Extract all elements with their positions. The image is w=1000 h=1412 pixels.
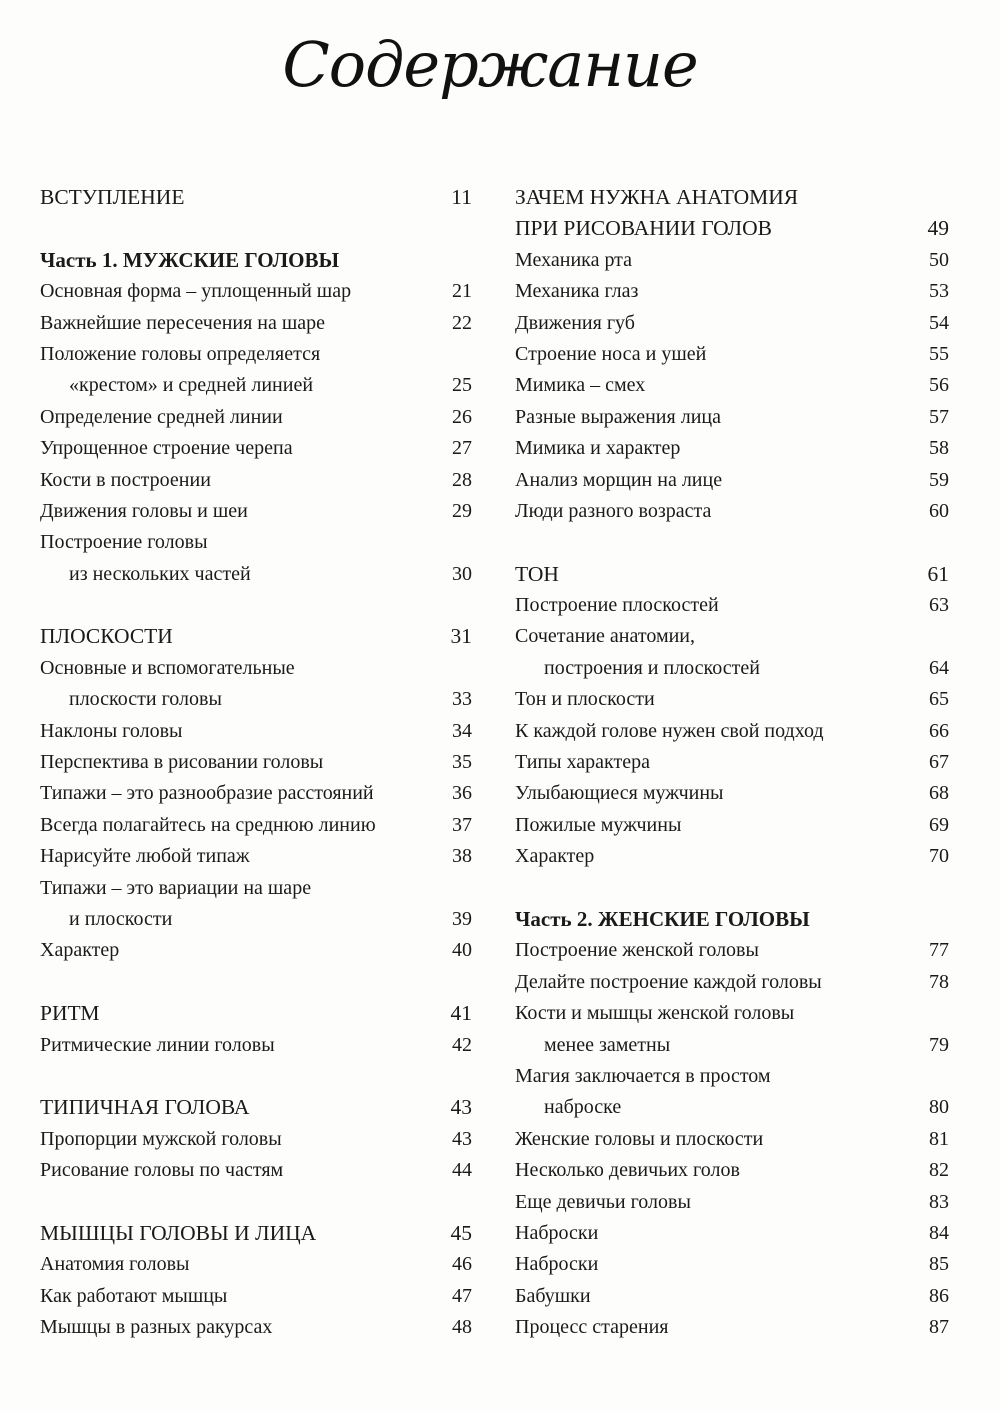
toc-section-heading	[40, 1218, 472, 1249]
toc-section-heading	[40, 621, 472, 652]
toc-spacer	[40, 967, 472, 998]
toc-entry	[515, 1155, 949, 1186]
toc-entry-page-number: 41	[450, 1001, 472, 1026]
toc-entry	[515, 339, 949, 370]
toc-entry-title: Типажи – это вариации на шаре	[40, 876, 312, 899]
toc-entry-page-number: 77	[929, 939, 949, 962]
toc-entry	[515, 778, 949, 809]
toc-entry	[40, 904, 472, 935]
toc-entry-title: Делайте построение каждой головы	[515, 970, 822, 993]
toc-entry-page-number: 35	[452, 751, 472, 774]
toc-entry-page-number: 38	[452, 845, 472, 868]
toc-entry-title: Бабушки	[515, 1284, 591, 1307]
toc-entry-page-number: 54	[929, 311, 949, 334]
toc-entry-title: Как работают мышцы	[40, 1284, 228, 1307]
toc-entry-title: Построение головы	[40, 531, 208, 554]
toc-entry-page-number: 79	[929, 1033, 949, 1056]
toc-entry-page-number: 57	[929, 405, 949, 428]
toc-entry-title: Построение женской головы	[515, 939, 759, 962]
toc-entry-title: Пропорции мужской головы	[40, 1127, 282, 1150]
toc-section-heading	[515, 213, 949, 244]
toc-entry-page-number: 36	[452, 782, 472, 805]
toc-entry-page-number: 39	[452, 907, 472, 930]
toc-entry	[515, 496, 949, 527]
toc-entry-title: Характер	[40, 939, 120, 962]
toc-entry-page-number: 46	[452, 1253, 472, 1276]
toc-entry-title: Процесс старения	[515, 1316, 669, 1339]
toc-entry-page-number: 43	[450, 1095, 472, 1120]
toc-entry-page-number: 49	[927, 216, 949, 241]
toc-entry-title: Наброски	[515, 1221, 599, 1244]
toc-entry-title: МЫШЦЫ ГОЛОВЫ И ЛИЦА	[40, 1220, 317, 1245]
toc-entry-page-number: 31	[450, 624, 472, 649]
toc-entry-page-number: 48	[452, 1316, 472, 1339]
toc-entry	[40, 1124, 472, 1155]
toc-entry	[515, 433, 949, 464]
toc-entry-title: ПРИ РИСОВАНИИ ГОЛОВ	[515, 216, 773, 241]
toc-entry-title: Сочетание анатомии,	[515, 625, 695, 648]
toc-entry-page-number: 67	[929, 751, 949, 774]
toc-spacer	[40, 213, 472, 244]
toc-entry-page-number: 58	[929, 437, 949, 460]
toc-entry	[515, 465, 949, 496]
toc-entry-title: Рисование головы по частям	[40, 1159, 284, 1182]
toc-section-heading	[40, 182, 472, 213]
toc-entry-title: Наклоны головы	[40, 719, 183, 742]
toc-entry-title: Ритмические линии головы	[40, 1033, 275, 1056]
toc-entry	[40, 1030, 472, 1061]
toc-entry	[40, 276, 472, 307]
toc-entry-title: Основная форма – уплощенный шар	[40, 280, 352, 303]
toc-entry-title: Важнейшие пересечения на шаре	[40, 311, 326, 334]
toc-entry-title: Основные и вспомогательные	[40, 656, 295, 679]
toc-entry	[40, 684, 472, 715]
toc-spacer	[515, 873, 949, 904]
toc-entry	[40, 496, 472, 527]
toc-spacer	[40, 590, 472, 621]
toc-entry	[40, 716, 472, 747]
toc-entry-title: «крестом» и средней линией	[69, 374, 314, 397]
toc-entry-title: и плоскости	[69, 907, 173, 930]
toc-entry	[515, 1281, 949, 1312]
toc-entry-title: Нарисуйте любой типаж	[40, 845, 250, 868]
toc-entry	[40, 935, 472, 966]
toc-entry-page-number: 55	[929, 342, 949, 365]
toc-entry-page-number: 43	[452, 1127, 472, 1150]
toc-entry-page-number: 21	[452, 280, 472, 303]
toc-section-heading	[40, 998, 472, 1029]
toc-entry-title: Еще девичьи головы	[515, 1190, 691, 1213]
toc-entry	[515, 684, 949, 715]
toc-entry-page-number: 22	[452, 311, 472, 334]
toc-entry-title: Анатомия головы	[40, 1253, 190, 1276]
toc-entry-title: Характер	[515, 845, 595, 868]
toc-entry-page-number: 25	[452, 374, 472, 397]
toc-entry-page-number: 45	[450, 1220, 472, 1245]
toc-entry-page-number: 65	[929, 688, 949, 711]
toc-entry	[515, 810, 949, 841]
toc-entry	[40, 1312, 472, 1343]
toc-entry	[515, 998, 949, 1029]
toc-entry-title: Улыбающиеся мужчины	[515, 782, 724, 805]
toc-entry-title: Часть 1. МУЖСКИЕ ГОЛОВЫ	[40, 247, 340, 272]
toc-entry-page-number: 69	[929, 813, 949, 836]
toc-entry-page-number: 11	[451, 185, 472, 209]
toc-entry	[40, 1155, 472, 1186]
toc-entry	[40, 1281, 472, 1312]
toc-spacer	[40, 1061, 472, 1092]
toc-entry	[515, 621, 949, 652]
toc-entry-page-number: 60	[929, 499, 949, 522]
toc-entry-title: Наброски	[515, 1253, 599, 1276]
toc-entry	[40, 559, 472, 590]
toc-entry	[40, 653, 472, 684]
toc-entry	[515, 1092, 949, 1123]
toc-entry-page-number: 56	[929, 374, 949, 397]
toc-entry-page-number: 30	[452, 562, 472, 585]
toc-entry	[515, 1124, 949, 1155]
toc-entry-page-number: 37	[452, 813, 472, 836]
toc-entry-title: Положение головы определяется	[40, 342, 321, 365]
toc-entry	[515, 1061, 949, 1092]
toc-section-heading	[515, 559, 949, 590]
toc-entry-page-number: 27	[452, 437, 472, 460]
toc-entry-page-number: 85	[929, 1253, 949, 1276]
toc-entry	[515, 1187, 949, 1218]
toc-entry-title: Анализ морщин на лице	[515, 468, 723, 491]
toc-entry-page-number: 86	[929, 1284, 949, 1307]
toc-entry	[515, 1249, 949, 1280]
toc-entry-title: Люди разного возраста	[515, 499, 712, 522]
toc-column-left	[40, 182, 472, 1343]
page-title: Содержание	[282, 28, 698, 101]
toc-entry-title: построения и плоскостей	[544, 656, 760, 679]
toc-entry-page-number: 66	[929, 719, 949, 742]
toc-entry-title: Определение средней линии	[40, 405, 283, 428]
toc-entry-title: РИТМ	[40, 1001, 100, 1026]
toc-entry-page-number: 29	[452, 499, 472, 522]
toc-entry-title: Упрощенное строение черепа	[40, 437, 293, 460]
toc-entry-title: ПЛОСКОСТИ	[40, 624, 173, 649]
toc-entry-title: Магия заключается в простом	[515, 1064, 771, 1087]
toc-entry-title: Кости и мышцы женской головы	[515, 1002, 795, 1025]
toc-entry	[515, 402, 949, 433]
toc-entry-title: Движения головы и шеи	[40, 499, 248, 522]
toc-entry-title: Построение плоскостей	[515, 594, 719, 617]
toc-entry-page-number: 83	[929, 1190, 949, 1213]
toc-column-right	[515, 182, 949, 1343]
toc-entry-page-number: 40	[452, 939, 472, 962]
toc-entry-title: Часть 2. ЖЕНСКИЕ ГОЛОВЫ	[515, 906, 810, 931]
toc-entry-title: Кости в построении	[40, 468, 211, 491]
toc-entry-page-number: 61	[927, 561, 949, 586]
toc-entry	[515, 245, 949, 276]
toc-entry-page-number: 50	[929, 248, 949, 271]
toc-entry-page-number: 82	[929, 1159, 949, 1182]
toc-entry-page-number: 26	[452, 405, 472, 428]
toc-entry-title: Разные выражения лица	[515, 405, 721, 428]
toc-entry-page-number: 80	[929, 1096, 949, 1119]
toc-entry	[40, 527, 472, 558]
toc-section-heading	[40, 245, 472, 276]
toc-entry	[40, 810, 472, 841]
toc-entry-title: ВСТУПЛЕНИЕ	[40, 185, 185, 209]
toc-entry	[515, 276, 949, 307]
toc-entry	[40, 1249, 472, 1280]
toc-entry-page-number: 70	[929, 845, 949, 868]
toc-entry-page-number: 84	[929, 1221, 949, 1244]
toc-entry-title: Перспектива в рисовании головы	[40, 751, 324, 774]
toc-entry-page-number: 28	[452, 468, 472, 491]
toc-entry-page-number: 53	[929, 280, 949, 303]
toc-entry	[515, 653, 949, 684]
toc-entry	[515, 935, 949, 966]
toc-entry	[515, 841, 949, 872]
toc-entry-title: Мышцы в разных ракурсах	[40, 1316, 273, 1339]
toc-entry-title: плоскости головы	[69, 688, 222, 711]
toc-entry-page-number: 68	[929, 782, 949, 805]
toc-entry	[515, 590, 949, 621]
toc-entry-page-number: 64	[929, 656, 949, 679]
toc-entry	[515, 1030, 949, 1061]
toc-spacer	[515, 527, 949, 558]
toc-entry	[515, 1218, 949, 1249]
toc-entry-title: Строение носа и ушей	[515, 342, 707, 365]
toc-entry-page-number: 34	[452, 719, 472, 742]
toc-entry-title: Тон и плоскости	[515, 688, 655, 711]
toc-entry	[515, 308, 949, 339]
toc-entry	[40, 778, 472, 809]
toc-entry	[515, 967, 949, 998]
toc-entry-title: Механика рта	[515, 248, 633, 271]
toc-entry-page-number: 33	[452, 688, 472, 711]
toc-entry	[515, 747, 949, 778]
toc-entry-page-number: 42	[452, 1033, 472, 1056]
toc-entry-page-number: 47	[452, 1284, 472, 1307]
toc-entry-title: из нескольких частей	[69, 562, 251, 585]
toc-section-heading	[515, 904, 949, 935]
toc-entry-title: Несколько девичьих голов	[515, 1159, 740, 1182]
toc-entry-page-number: 59	[929, 468, 949, 491]
toc-entry-title: Механика глаз	[515, 280, 639, 303]
toc-entry-title: Движения губ	[515, 311, 635, 334]
toc-entry	[515, 716, 949, 747]
toc-entry	[40, 873, 472, 904]
toc-entry	[40, 465, 472, 496]
toc-entry-title: Всегда полагайтесь на среднюю линию	[40, 813, 376, 836]
toc-entry-page-number: 87	[929, 1316, 949, 1339]
toc-entry	[40, 402, 472, 433]
toc-entry	[40, 308, 472, 339]
toc-entry-page-number: 63	[929, 594, 949, 617]
toc-entry-title: К каждой голове нужен свой подход	[515, 719, 824, 742]
toc-section-heading	[515, 182, 949, 213]
toc-entry-title: Типы характера	[515, 751, 650, 774]
toc-entry-page-number: 44	[452, 1159, 472, 1182]
toc-entry	[40, 370, 472, 401]
toc-entry-title: Мимика и характер	[515, 437, 681, 460]
toc-entry-title: Пожилые мужчины	[515, 813, 682, 836]
toc-entry-page-number: 81	[929, 1127, 949, 1150]
toc-entry	[515, 370, 949, 401]
toc-entry	[40, 747, 472, 778]
toc-entry-title: менее заметны	[544, 1033, 671, 1056]
toc-entry-title: Мимика – смех	[515, 374, 646, 397]
toc-entry-title: Женские головы и плоскости	[515, 1127, 764, 1150]
toc-entry-title: ТОН	[515, 561, 559, 586]
toc-entry-title: наброске	[544, 1096, 622, 1119]
toc-spacer	[40, 1187, 472, 1218]
toc-entry-title: ЗАЧЕМ НУЖНА АНАТОМИЯ	[515, 185, 799, 209]
toc-entry-title: ТИПИЧНАЯ ГОЛОВА	[40, 1095, 250, 1120]
toc-entry	[40, 433, 472, 464]
toc-section-heading	[40, 1092, 472, 1123]
toc-entry	[40, 841, 472, 872]
toc-entry-page-number: 78	[929, 970, 949, 993]
toc-entry	[40, 339, 472, 370]
toc-entry	[515, 1312, 949, 1343]
toc-entry-title: Типажи – это разнообразие расстояний	[40, 782, 374, 805]
